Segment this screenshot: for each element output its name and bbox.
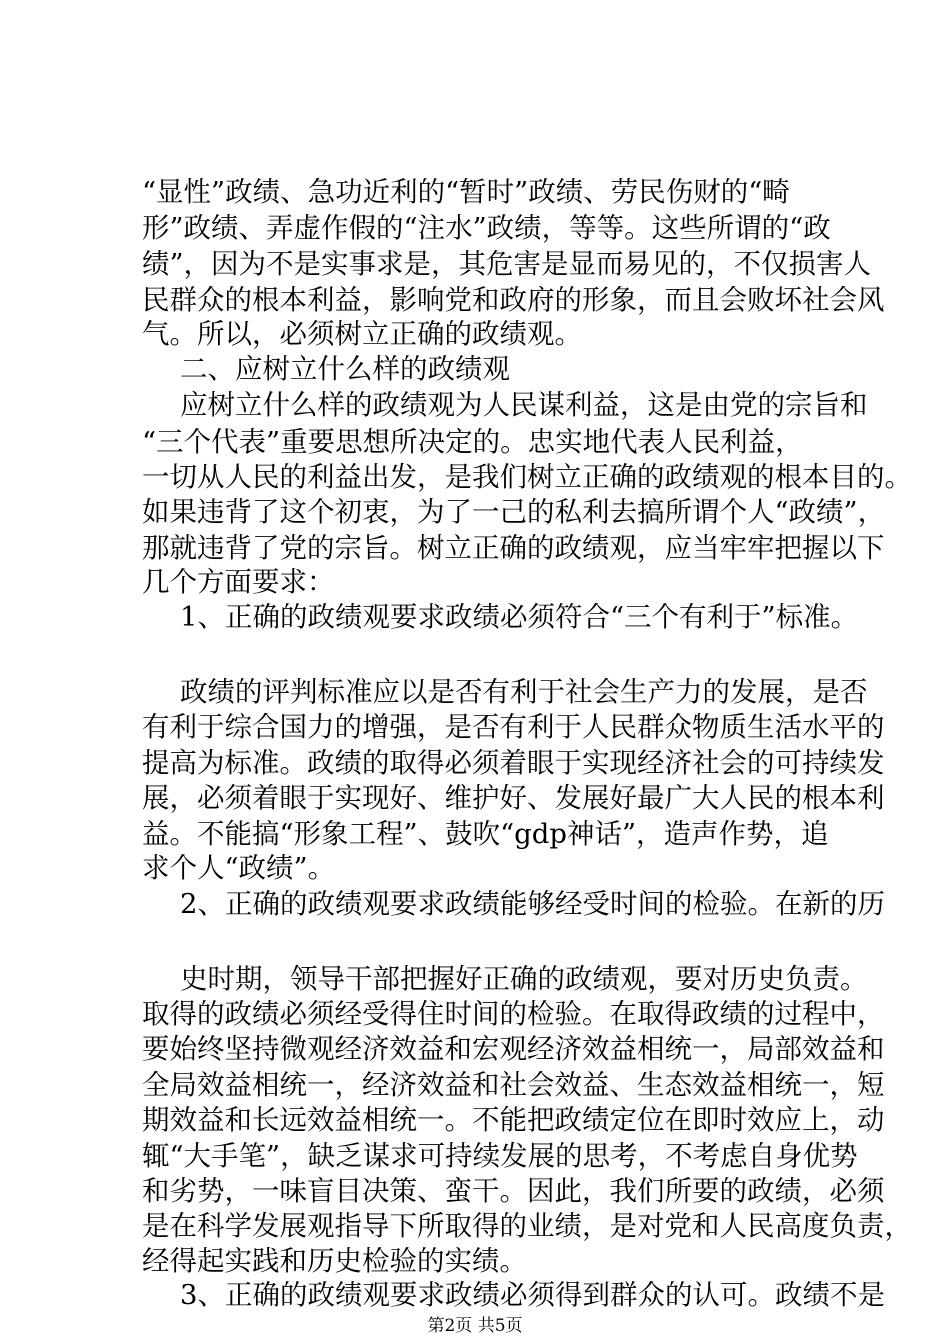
text-line: 绩”，因为不是实事求是，其危害是显而易见的，不仅损害人 [142,248,872,280]
text-line: 应树立什么样的政绩观为人民谋利益，这是由党的宗旨和 [180,389,868,421]
text-line: “三个代表”重要思想所决定的。忠实地代表人民利益， [142,426,803,458]
text-line: 几个方面要求： [142,566,335,598]
text-line: 期效益和长远效益相统一。不能把政绩定位在即时效应上，动 [142,1104,885,1136]
text-line: 史时期，领导干部把握好正确的政绩观，要对历史负责。 [180,963,868,995]
subsection-heading: 2、正确的政绩观要求政绩能够经受时间的检验。在新的历 [180,888,885,920]
text-line: 求个人“政绩”。 [142,852,336,884]
text-line: 和劣势，一味盲目决策、蛮干。因此，我们所要的政绩，必须 [142,1175,885,1207]
text-line: 取得的政绩必须经受得住时间的检验。在取得政绩的过程中， [142,998,885,1030]
text-line: 辄“大手笔”，缺乏谋求可持续发展的思考，不考虑自身优势 [142,1140,858,1172]
text-line: 一切从人民的利益出发，是我们树立正确的政绩观的根本目的。 [142,461,912,493]
text-line: 全局效益相统一，经济效益和社会效益、生态效益相统一，短 [142,1069,885,1101]
text-line: 经得起实践和历史检验的实绩。 [142,1245,527,1277]
text-line: 有利于综合国力的增强，是否有利于人民群众物质生活水平的 [142,711,885,743]
text-line: 要始终坚持微观经济效益和宏观经济效益相统一，局部效益和 [142,1033,885,1065]
section-heading: 二、应树立什么样的政绩观 [180,353,510,385]
text-line: 如果违背了这个初衷，为了一己的私利去搞所谓个人“政绩”， [142,496,886,528]
text-line: 民群众的根本利益，影响党和政府的形象，而且会败坏社会风 [142,284,885,316]
text-line: 益。不能搞“形象工程”、鼓吹“gdp神话”，造声作势，追 [142,818,829,850]
text-line: 气。所以，必须树立正确的政绩观。 [142,318,582,350]
text-line: “显性”政绩、急功近利的“暂时”政绩、劳民伤财的“畸 [142,176,790,208]
text-line: 展，必须着眼于实现好、维护好、发展好最广大人民的根本利 [142,782,885,814]
text-line: 政绩的评判标准应以是否有利于社会生产力的发展，是否 [180,676,868,708]
text-line: 是在科学发展观指导下所取得的业绩，是对党和人民高度负责， [142,1210,912,1242]
text-line: 提高为标准。政绩的取得必须着眼于实现经济社会的可持续发 [142,747,885,779]
text-line: 形”政绩、弄虚作假的“注水”政绩，等等。这些所谓的“政 [142,212,831,244]
subsection-heading: 1、正确的政绩观要求政绩必须符合“三个有利于”标准。 [180,601,859,633]
text-line: 那就违背了党的宗旨。树立正确的政绩观，应当牢牢把握以下 [142,532,885,564]
subsection-heading: 3、正确的政绩观要求政绩必须得到群众的认可。政绩不是 [180,1279,885,1311]
page-number-footer: 第2页 共5页 [427,1316,523,1336]
